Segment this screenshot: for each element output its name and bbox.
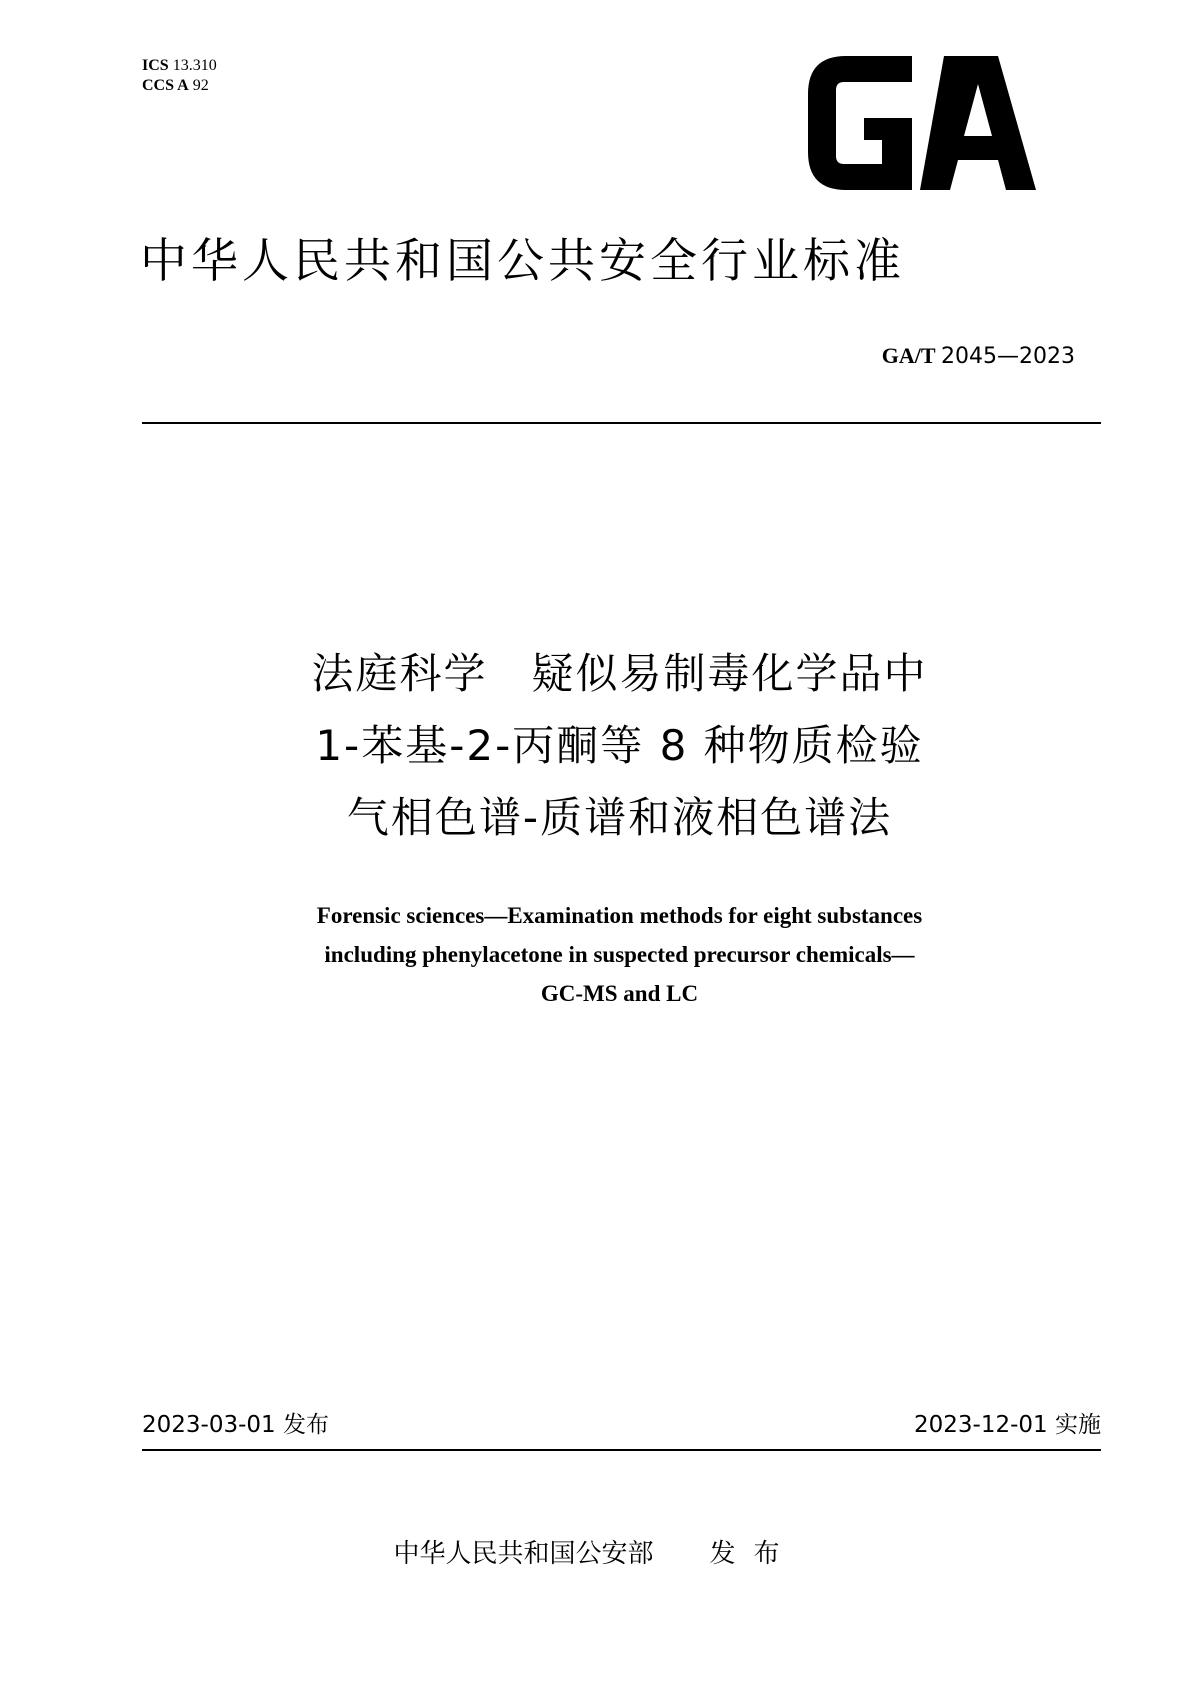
standard-code — [882, 342, 1075, 371]
english-title-line-2: including phenylacetone in suspected precursor chemicals— — [324, 942, 915, 967]
classification-codes — [142, 56, 217, 96]
english-title-line-1: Forensic sciences—Examination methods for eight substances — [316, 903, 923, 928]
issuer-name: 中华人民共和国公安部 — [393, 1539, 654, 1569]
header-divider — [142, 422, 1101, 424]
ccs-label: CCS A — [142, 77, 189, 94]
footer-divider — [142, 1449, 1101, 1451]
ccs-value: 92 — [192, 77, 209, 94]
chinese-title — [140, 638, 1099, 854]
ga-logo — [808, 56, 1036, 190]
english-title — [140, 896, 1099, 1013]
standard-category-title: 中华人民共和国公共安全行业标准 — [140, 234, 905, 289]
standard-code-number: 2045—2023 — [941, 344, 1075, 369]
ga-logo-letter-g — [808, 56, 912, 190]
ics-label: ICS — [142, 57, 169, 74]
issue-date: 2023-03-01 发布 — [142, 1412, 329, 1438]
issue-action: 发布 — [709, 1539, 798, 1569]
implementation-date: 2023-12-01 实施 — [914, 1412, 1101, 1438]
ga-logo-letter-a — [920, 56, 1036, 190]
english-title-line-3: GC-MS and LC — [540, 981, 699, 1006]
chinese-title-line-1: 法庭科学 疑似易制毒化学品中 — [311, 649, 928, 698]
ccs-code-row — [142, 76, 217, 96]
ics-value: 13.310 — [172, 57, 217, 74]
issuing-authority — [0, 1536, 1191, 1572]
chinese-title-line-2: 1-苯基-2-丙酮等 8 种物质检验 — [315, 721, 924, 770]
standard-code-prefix: GA/T — [881, 343, 936, 368]
ics-code-row — [142, 56, 217, 76]
chinese-title-line-3: 气相色谱-质谱和液相色谱法 — [346, 793, 893, 842]
